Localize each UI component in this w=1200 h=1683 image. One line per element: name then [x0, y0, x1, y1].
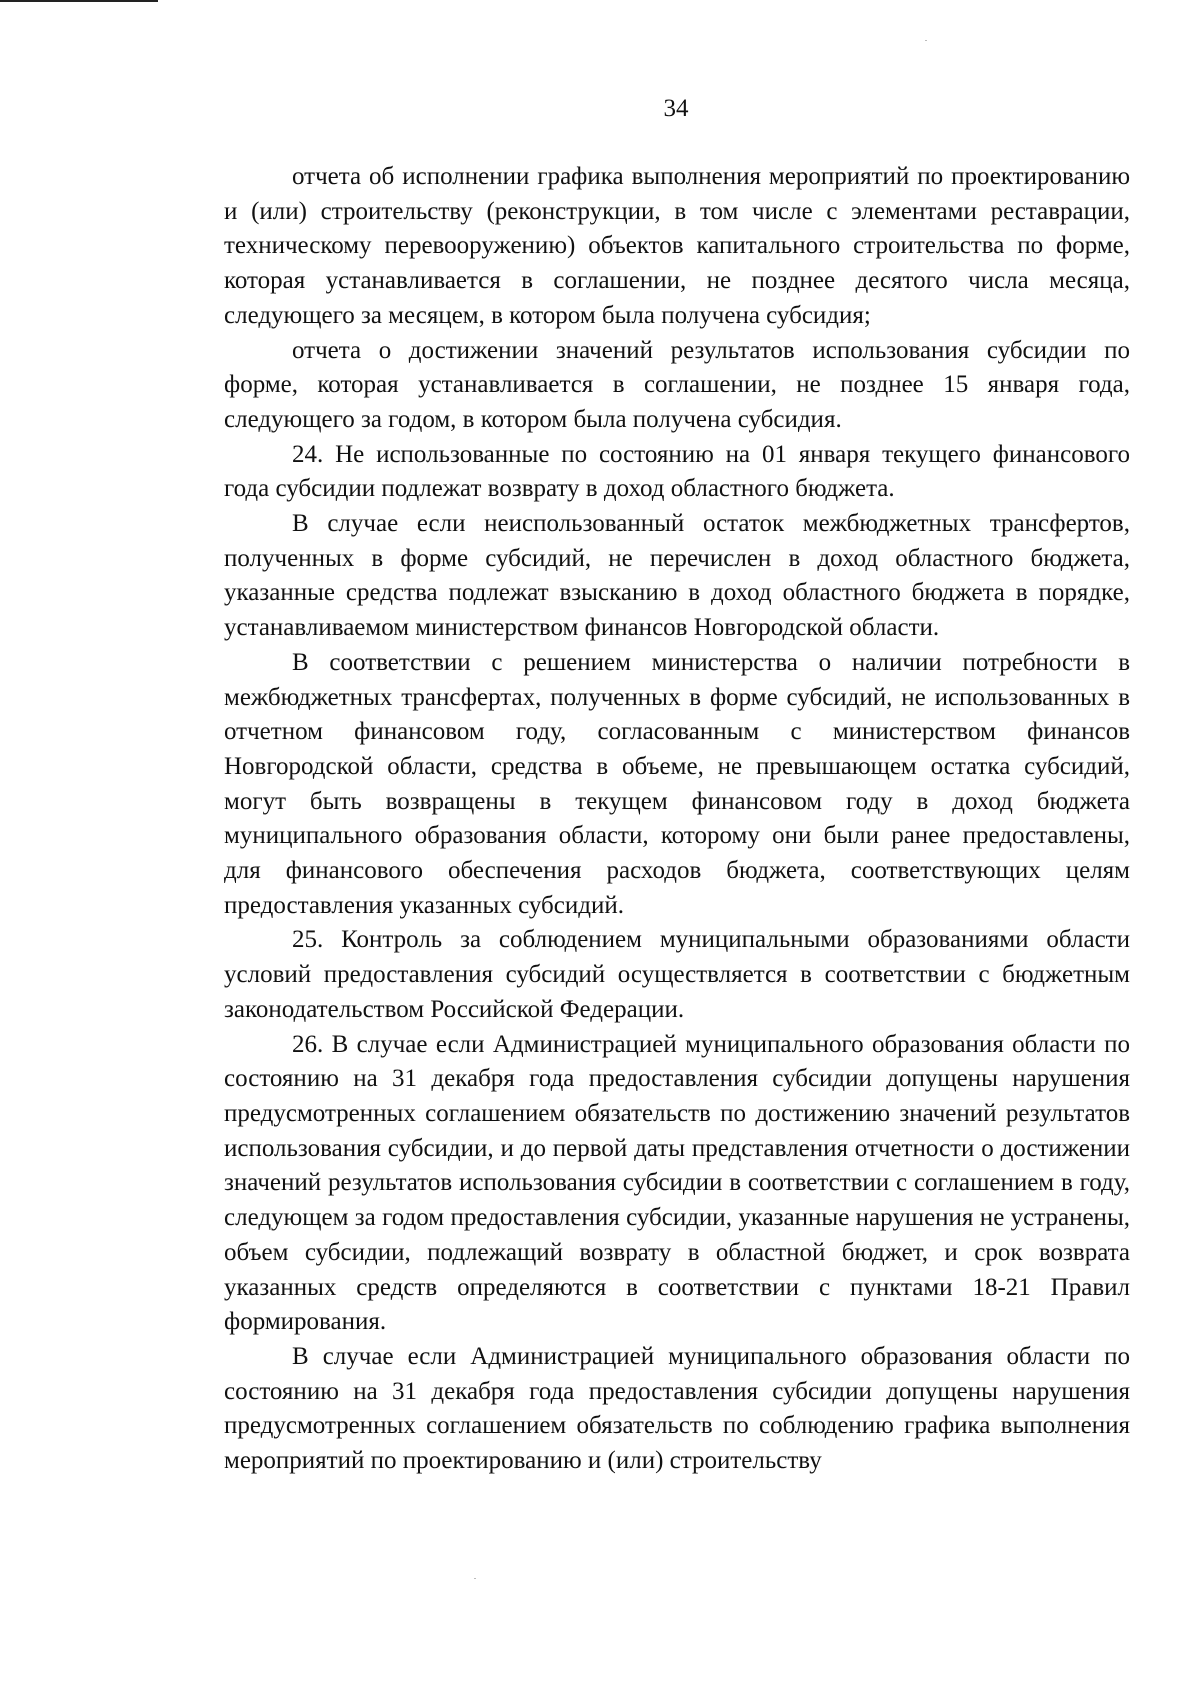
scan-edge-line	[0, 0, 158, 2]
paragraph-report-results: отчета о достижении значений результатов использования субсидии по форме, которая устанавливается в соглашении, не позднее 15 января года, следующего за годом, в котором была получена субсидия.	[224, 336, 1130, 433]
paragraph-return-funds: В соответствии с решением министерства о наличии потребности в межбюджетных трансфертах, полученных в форме субсидий, не использованных в отчетном финансовом году, согласованным с министерством финансов Новгородской области, средства в объеме, не превышающем остатка субсидий, могут быть возвращены в текущем финансовом году в доход бюджета муниципального образования области, которому они были ранее предоставлены, для финансового обеспечения расходов бюджета, соответствующих целям предоставления указанных субсидий.	[224, 648, 1130, 919]
page-number: 34	[663, 95, 689, 122]
paragraph-clause-25: 25. Контроль за соблюдением муниципальными образованиями области условий предоставления субсидий осуществляется в соответствии с бюджетным законодательством Российской Федерации.	[224, 926, 1130, 1023]
paragraph-report-schedule: отчета об исполнении графика выполнения мероприятий по проектированию и (или) строительству (реконструкции, в том числе с элементами реставрации, техническому перевооружению) объектов капитального строительства по форме, которая устанавливается в соглашении, не позднее десятого числа месяца, следующего за месяцем, в котором была получена субсидия;	[224, 163, 1130, 329]
scan-speck	[474, 1578, 476, 1579]
scan-speck	[925, 40, 927, 41]
paragraph-clause-26: 26. В случае если Администрацией муниципального образования области по состоянию на 31 декабря года предоставления субсидии допущены нарушения предусмотренных соглашением обязательств по достижению значений результатов использования субсидии, и до первой даты представления отчетности о достижении значений результатов использования субсидии в соответствии с соглашением в году, следующем за годом предоставления субсидии, указанные нарушения не устранены, объем субсидии, подлежащий возврату в областной бюджет, и срок возврата указанных средств определяются в соответствии с пунктами 18-21 Правил формирования.	[224, 1030, 1130, 1336]
paragraph-clause-24: 24. Не использованные по состоянию на 01 января текущего финансового года субсидии подлежат возврату в доход областного бюджета.	[224, 440, 1130, 503]
document-body	[224, 160, 1130, 1479]
paragraph-unused-balance: В случае если неиспользованный остаток межбюджетных трансфертов, полученных в форме субсидий, не перечислен в доход областного бюджета, указанные средства подлежат взысканию в доход областного бюджета в порядке, устанавливаемом министерством финансов Новгородской области.	[224, 510, 1130, 642]
paragraph-schedule-violation: В случае если Администрацией муниципального образования области по состоянию на 31 декабря года предоставления субсидии допущены нарушения предусмотренных соглашением обязательств по соблюдению графика выполнения мероприятий по проектированию и (или) строительству	[224, 1342, 1130, 1475]
